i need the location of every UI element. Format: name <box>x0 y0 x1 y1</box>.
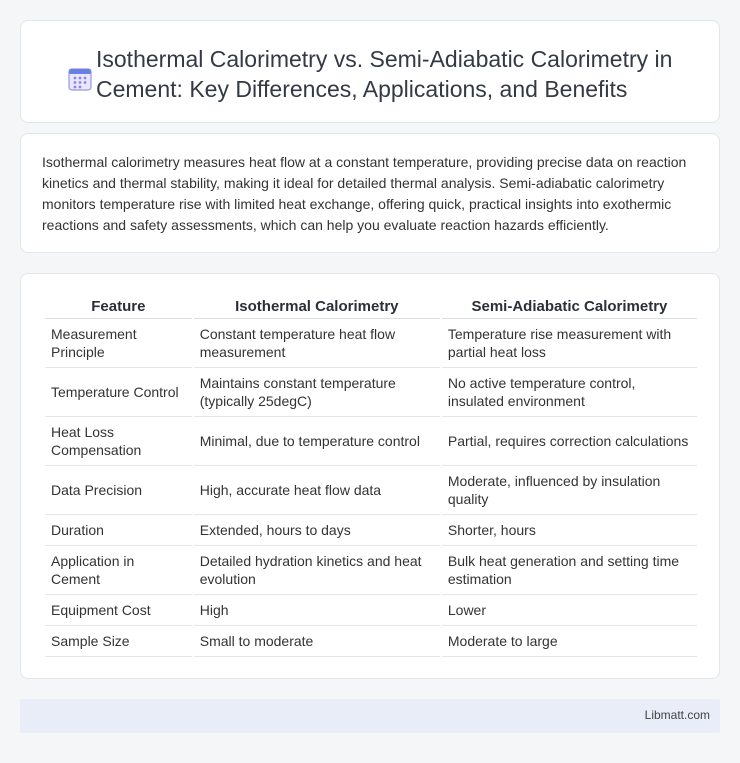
table-cell: High <box>194 595 440 626</box>
intro-card <box>20 133 720 253</box>
comparison-card <box>20 273 720 679</box>
table-cell: Sample Size <box>45 626 192 657</box>
table-row <box>45 515 697 546</box>
table-row <box>45 546 697 595</box>
table-cell: Temperature rise measurement with partial heat loss <box>442 319 697 368</box>
table-row <box>45 626 697 657</box>
table-cell: Minimal, due to temperature control <box>194 417 440 466</box>
table-cell: Measurement Principle <box>45 319 192 368</box>
table-cell: Partial, requires correction calculations <box>442 417 697 466</box>
column-header-isothermal: Isothermal Calorimetry <box>194 293 440 319</box>
column-header-feature: Feature <box>45 293 192 319</box>
table-cell: Detailed hydration kinetics and heat evolution <box>194 546 440 595</box>
table-cell: Duration <box>45 515 192 546</box>
comparison-table <box>43 293 699 657</box>
page-title: Isothermal Calorimetry vs. Semi-Adiabatic Calorimetry in Cement: Key Differences, Applications, and Benefits <box>96 46 673 102</box>
footer-brand[interactable]: Libmatt.com <box>644 708 710 722</box>
table-row <box>45 466 697 515</box>
table-cell: Lower <box>442 595 697 626</box>
table-row <box>45 595 697 626</box>
table-cell: Bulk heat generation and setting time estimation <box>442 546 697 595</box>
table-cell: Moderate, influenced by insulation quality <box>442 466 697 515</box>
table-cell: Application in Cement <box>45 546 192 595</box>
table-cell: Data Precision <box>45 466 192 515</box>
table-cell: Shorter, hours <box>442 515 697 546</box>
calendar-grid-icon <box>68 67 94 93</box>
table-cell: Moderate to large <box>442 626 697 657</box>
table-cell: High, accurate heat flow data <box>194 466 440 515</box>
table-row <box>45 319 697 368</box>
table-cell: Heat Loss Compensation <box>45 417 192 466</box>
table-cell: Small to moderate <box>194 626 440 657</box>
table-cell: Temperature Control <box>45 368 192 417</box>
table-cell: Extended, hours to days <box>194 515 440 546</box>
table-cell: Equipment Cost <box>45 595 192 626</box>
table-cell: Constant temperature heat flow measurement <box>194 319 440 368</box>
column-header-semi-adiabatic: Semi-Adiabatic Calorimetry <box>442 293 697 319</box>
table-row <box>45 417 697 466</box>
table-header-row <box>45 293 697 319</box>
table-cell: No active temperature control, insulated environment <box>442 368 697 417</box>
table-row <box>45 368 697 417</box>
table-cell: Maintains constant temperature (typically 25degC) <box>194 368 440 417</box>
header-card <box>20 20 720 123</box>
footer-bar <box>20 699 720 733</box>
intro-paragraph: Isothermal calorimetry measures heat flow at a constant temperature, providing precise data on reaction kinetics and thermal stability, making it ideal for detailed thermal analysis. Semi-adiabatic calorimetry monitors temperature rise with limited heat exchange, offering quick, practical insights into exothermic reactions and safety assessments, which can help you evaluate reaction hazards efficiently. <box>42 154 687 233</box>
